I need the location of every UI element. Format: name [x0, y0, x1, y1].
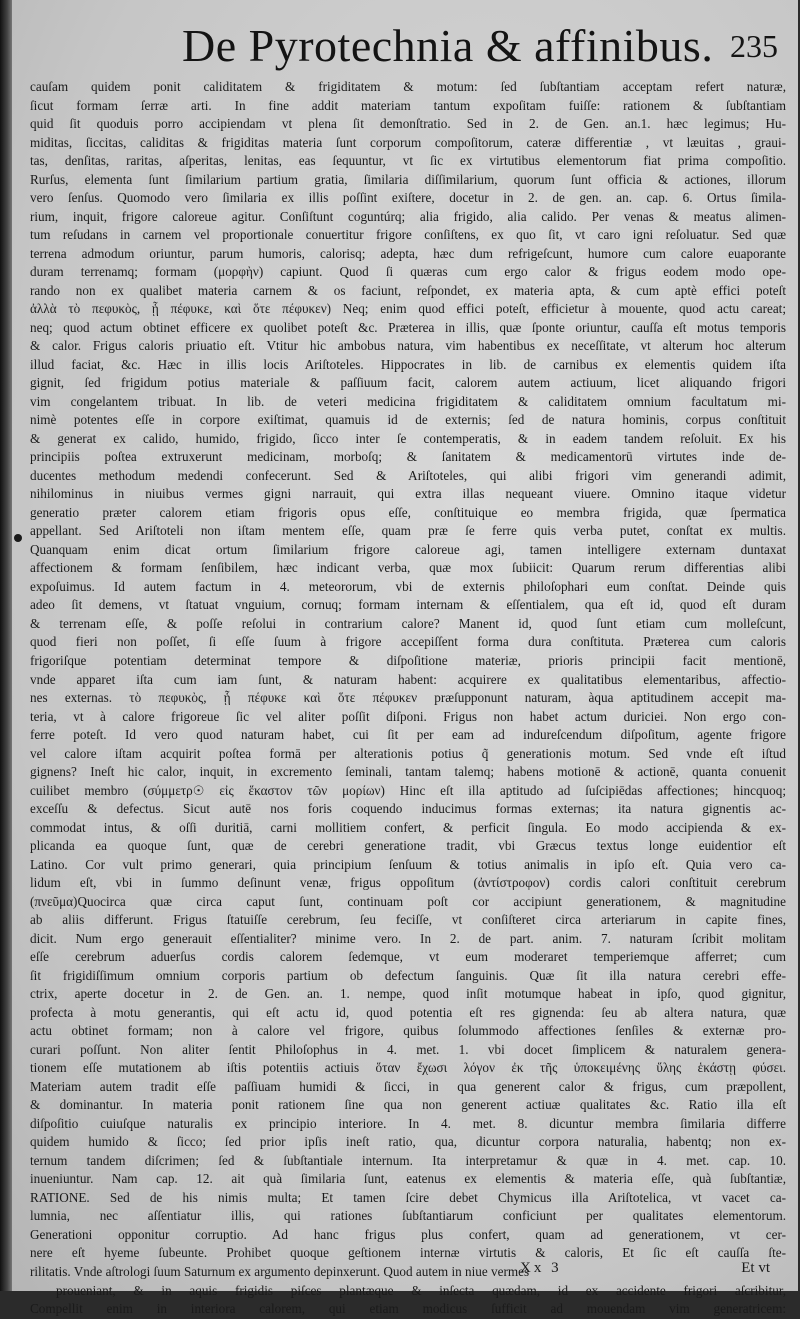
page-number: 235 [730, 28, 778, 64]
margin-dot-mark [14, 534, 22, 542]
text-line: profecta à motu generantis, qui eſt actu id, quod potentia eſt res gignenda: ſeu ab altera natura, quæ [30, 1004, 786, 1020]
text-line: diſpoſitio cuiuſque naturalis ex principio interiore. In 4. met. 8. dicuntur membra ſimilaria differre [30, 1115, 786, 1131]
text-line: adeo ſit demens, vt ſtatuat vnguium, cornuq; formam internam & eſſentialem, qua eſt id, quod eſt duram [30, 597, 786, 613]
text-line: principiis poſtea extruxerunt medicinam, morboſq; & ſanitatem & medicamentorū virtutes inde de- [30, 449, 786, 465]
text-line: ἀλλὰ τὸ πεφυκὸς, ᾗ πέφυκε, καὶ ὅτε πέφυκεν) Neq; enim quod effici poteſt, efficietur à mouente, quod actu careat; [30, 301, 786, 317]
text-line: generatio præter calorem etiam frigoris opus eſſe, conſtituique eo membra frigida, quæ ſpermatica [30, 504, 786, 520]
catchword: Et vt [741, 1260, 770, 1276]
text-line: illud faciat, &c. Hæc in illis locis Ariſtoteles. Hippocrates in lib. de carnibus ex elementis quidem iſta [30, 356, 786, 372]
text-line: commodat intus, & oſſi duritiā, carni mollitiem confert, & perficit ſingula. Eo modo accipienda & ex- [30, 819, 786, 835]
text-line: ab aliis differunt. Frigus ſtatuiſſe cerebrum, ſeu feciſſe, vt conſiſteret circa arteriarum in capite fines, [30, 912, 786, 928]
text-line: cuilibet membro (σύμμετρ☉ εἰς ἕκαστον τῶν μορίων) Hinc eſt illa aptitudo ad ſuſcipiēdas affectiones; hincquoq; [30, 782, 786, 798]
text-line: miditas, ſiccitas, caliditas & frigiditas materia ſunt corporum compoſitorum, cateræ differentiæ , vt læuitas , graui- [30, 134, 786, 150]
text-line: vel calore iſtam acquirit poſtea formā per alterationis potius q̃ generationis motum. Sed vnde eſt iſtud [30, 745, 786, 761]
text-line: cauſam quidem ponit caliditatem & frigiditatem & motum: ſed ſubſtantiam acceptam refert naturæ, [30, 79, 786, 94]
text-line: nimè potentes eſſe in corpore exiſtimat, quamuis id de externis; ſed de natura hominis, corpus conſtituit [30, 412, 786, 428]
text-line: Generationi opponitur corruptio. Ad hanc frigus plus confert, quam ad generationem, vt cer- [30, 1226, 786, 1242]
text-line: teria, vt à calore frigoreue ſic vel aliter poſſit diſponi. Frigus non habet actum duriciei. Non ergo con- [30, 708, 786, 724]
text-line: vero ſenſus. Quomodo vero ſimilaria ex illis poſſint exiſtere, docetur in 2. de gen. an. cap. 6. Ortus ſimila- [30, 190, 786, 206]
text-line: dicit. Num ergo generauit eſſentialiter? minime vero. In 2. de part. anim. 7. naturam ſcribit molitam [30, 930, 786, 946]
text-line: ctrix, aperte docetur in 2. de Gen. an. 1. nempe, quod inſit motumque habeat in ipſo, quod gignitur, [30, 986, 786, 1002]
text-line: nere eſt hyeme ſubeunte. Prohibet quoque geſtionem internæ virtutis & caloris, Et ſic eſt cauſſa ſte- [30, 1245, 786, 1261]
text-line: inueniuntur. Nam cap. 12. ait quà ſimilaria ſunt, eatenus ex elementis & materia eſſe, quà ſubſtantiæ, [30, 1171, 786, 1187]
text-line: & generat ex calido, humido, frigido, ſicco inter ſe contemperatis, & in eadem tandem reſoluit. Ex his [30, 430, 786, 446]
running-title: De Pyrotechnia & affinibus. [182, 20, 714, 71]
book-gutter [0, 0, 12, 1291]
text-line: tas, denſitas, raritas, aſperitas, lenitas, eas ſequuntur, vt ſic ex virtutibus elementorum fiat prima compoſitio. [30, 153, 786, 169]
text-line: eſſe cerebrum aduerſus cordis calorem ſedemque, vt eum moderaret temperiemque afferret; cum [30, 949, 786, 965]
text-line: ducentes methodum medendi confecerunt. Sed & Ariſtoteles, qui alibi frigori vim generandi adimit, [30, 467, 786, 483]
text-line: gignens? Ineſt hic calor, inquit, in excremento ſeminali, tantam talemq; habens motionē & actionē, quanta conuenit [30, 764, 786, 780]
text-line: appellant. Sed Ariſtoteli non iſtam mentem eſſe, quam præ ſe ferre quis verba putet, conſtat ex multis. [30, 523, 786, 539]
text-line: gignit, ſed frigidum potius materiale & paſſiuum facit, calorem autem actiuum, licet aliquando frigori [30, 375, 786, 391]
text-line: plicanda ea quoque ſunt, quæ de cerebri generatione tradit, vbi Græcus textus longe euidentior eſt [30, 838, 786, 854]
text-line: proueniant, & in aquis frigidis piſces plantæque & inſecta quædam, id ex accidente frigori aſcribitur, [56, 1282, 786, 1298]
text-line: curari poſſunt. Non aliter ſentit Philoſophus in 4. met. 1. vbi docet ſimplicem & naturalem genera- [30, 1041, 786, 1057]
text-line: & calor. Frigus caloris priuatio eſt. Vtitur hic ambobus natura, vim habentibus ex neceſſitate, vt alterum hoc alterum [30, 338, 786, 354]
text-line: & dominantur. In materia ponit rationem ſine qua non generent actiuæ qualitates &c. Ratio illa eſt [30, 1097, 786, 1113]
text-line: tionem eſſe mutationem ab iſtis potentiis actiuis ὅταν ἔχωσι λόγον ἐκ τῆς ὑποκειμένης ὕλης ἑκάστῃ φύσει. [30, 1060, 786, 1076]
text-line: ſicut formam ſerræ arti. In fine addit materiam tantum expoſitam fuiſſe: rationem & ſubſtantiam [30, 97, 786, 113]
text-line: & terrenam eſſe, & poſſe reſolui in contrarium calore? Manent id, quod ſunt etiam cum molleſcunt, [30, 615, 786, 631]
text-line: ferre poteſt. Id vero quod naturam habet, cui ſit per eam ad indureſcendum diſpoſitum, agente frigore [30, 727, 786, 743]
text-line: frigoriſque potentiam determinat tempore & diſpoſitione materiæ, prioris principii facit mentionē, [30, 652, 786, 668]
text-line: exceſſu & defectus. Sicut autē nos foris coquendo inducimus formas externas; ita natura gignentis ac- [30, 801, 786, 817]
text-line: lidum eſt, vbi in ſummo deſinunt venæ, frigus oppoſitum (ἀντίστροφον) cordis calori conſtituit cerebrum [30, 875, 786, 891]
text-line: quid ſit quoduis porro accipiendam vt plena ſit demonſtratio. Sed in 2. de Gen. an.1. hæc legimus; Hu- [30, 116, 786, 132]
text-line: tum reſudans in carnem vel proportionale conuertitur frigore conſiſtens, ex quo ſit, vt caro igni reſoluatur. Sed quæ [30, 227, 786, 243]
page-footer [12, 1260, 798, 1288]
page-header [12, 18, 798, 78]
text-line: Materiam autem tradit eſſe paſſiuam humidi & ſicci, in qua generent calor & frigus, cum præpollent, [30, 1078, 786, 1094]
text-line: vim congelantem tribuat. In lib. de veteri medicina frigiditatem & caliditatem omnium facultatum mi- [30, 393, 786, 409]
text-line: nihilominus in niuibus vermes gigni narrauit, qui extra illas nequeant viuere. Omnino itaque videtur [30, 486, 786, 502]
text-line: lumnia, nec aſſentiatur illis, qui rationes ſubſtantiarum conficiunt per qualitates elementorum. [30, 1208, 786, 1224]
signature-mark: Xx 3 [520, 1260, 562, 1276]
text-line: RATIONE. Sed de his nimis multa; Et tamen ſcire debet Chymicus illa Ariſtotelica, vt vacet ca- [30, 1189, 786, 1205]
text-line: ternum tandem diſcrimen; ſed & ſubſtantiale internum. Ita interpretamur & quæ in 4. met. cap. 10. [30, 1152, 786, 1168]
text-line: rando non ex qualibet materia carnem & os faciunt, reſpondet, ex materia apta, & cum aptè effici poteſt [30, 282, 786, 298]
text-line: neq; quod actum obtinet efficere ex quolibet poteſt &c. Præterea in illis, quæ ſponte oriuntur, cauſſa eſt motus temporis [30, 319, 786, 335]
text-line: quidem humido & ſicco; ſed prior ipſis ineſt ratio, qua, dicuntur corpora naturalia, habentq; non ex- [30, 1134, 786, 1150]
text-line: (πνεῦμα)Quocirca quæ circa caput ſunt, continuam poſt cor accipiunt generationem, & magnitudine [30, 893, 786, 909]
text-line: Quanquam enim dicat ortum ſimilarium frigore caloreue agi, tamen intelligere externam duntaxat [30, 541, 786, 557]
text-line: vnde apparet iſta cum iam ſunt, & naturam habent: acquirere ex qualitatibus elementaribus, affectio- [30, 671, 786, 687]
text-line: nes externas. τὸ πεφυκὸς, ᾗ πέφυκε καὶ ὅτε πέφυκεν præſupponunt naturam, àqua aptitudinem accepit ma- [30, 690, 786, 706]
text-line: actu obtinet formam; non à calore vel frigore, quibus ſolummodo affectiones ſenſiles & externæ pro- [30, 1023, 786, 1039]
text-line: Rurſus, elementa ſunt ſimilarium partium gratia, ſimilaria diſſimilarium, quorum ſunt officia & actiones, illorum [30, 171, 786, 187]
book-page [12, 0, 798, 1317]
text-line: affectionem & formam ſenſibilem, hæc indicant verba, quæ mox ſubiicit: Quarum rerum differentias alibi [30, 560, 786, 576]
text-line: duram terrenamq; formam (μορφὴν) capiunt. Quod ſi quæras cum ergo calor & frigus eodem modo ope- [30, 264, 786, 280]
text-line: Latino. Cor vult primo generari, quia principium ſenſuum & totius animalis in ipſo eſt. Quia vero ca- [30, 856, 786, 872]
text-line: Compellit enim in interiora calorem, qui etiam modicus ſufficit ad mouendam vim generatricem: [30, 1301, 786, 1317]
text-line: expoſuimus. Id autem factum in 4. meteororum, vbi de externis philoſophari eum conſtat. Deinde quis [30, 578, 786, 594]
text-line: quod fieri non poſſet, ſi eſſe ſuum à frigore accepiſſent forma dura conſtituta. Præterea cum caloris [30, 634, 786, 650]
text-line: terrena admodum oriuntur, parum humoris, calorisq; adepta, hæc dum refrigeſcunt, humore cum calore euaporante [30, 245, 786, 261]
text-line: ſit frigidiſſimum omnium corporis partium ob defectum ſanguinis. Quæ ſit illa natura cerebri effe- [30, 967, 786, 983]
text-line: rium, inquit, frigore caloreue agitur. Conſiſtunt coguntúrq; alia frigido, alia calido. Per venas & meatus alimen- [30, 208, 786, 224]
text-line: rilitatis. Vnde aſtrologi ſuum Saturnum ex argumento depinxerunt. Quod autem in niue vermes [30, 1264, 530, 1279]
